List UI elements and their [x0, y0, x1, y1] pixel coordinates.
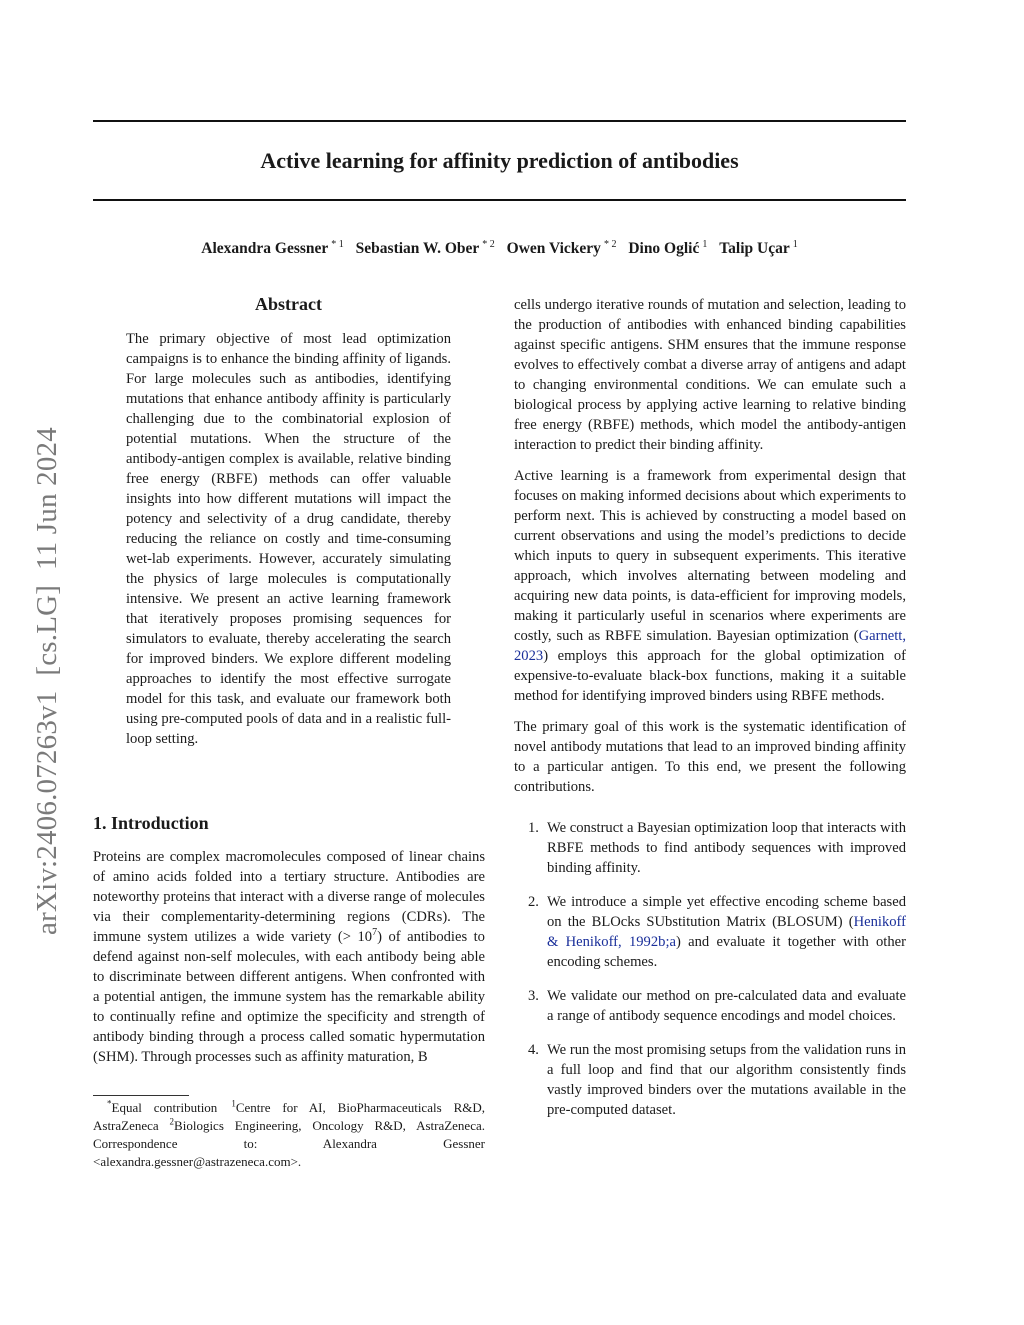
abstract-heading: Abstract: [255, 294, 322, 314]
paper-title: Active learning for affinity prediction of antibodies: [260, 148, 739, 173]
body-paragraph: cells undergo iterative rounds of mutation and selection, leading to the production of antibodies with enhanced binding capabilities against specific antigens. SHM ensures that the immune response evolves to effectively combat a diverse array of antigens and adapt to changing environmental conditions. We can emulate such a biological process by applying active learning to relative binding free energy (RBFE) methods, which model the antibody-antigen interaction to predict their binding affinity.: [514, 297, 906, 453]
right-column: [514, 295, 906, 1134]
author: Sebastian W. Ober $^{* 2}$: [355, 239, 495, 257]
body-paragraph: The primary goal of this work is the systematic identification of novel antibody mutations that lead to an improved binding affinity to a particular antigen. To this end, we present the following contributions.: [514, 719, 906, 795]
citation-link[interactable]: Garnett, 2023: [514, 628, 906, 664]
author: Talip Uçar $^1$: [719, 239, 798, 257]
author: Owen Vickery $^{* 2}$: [506, 239, 617, 257]
list-item: 3. We validate our method on pre-calculated data and evaluate a range of antibody sequence encodings and model choices.: [528, 988, 906, 1024]
author-list: [93, 234, 906, 260]
list-item: 1. We construct a Bayesian optimization loop that interacts with RBFE methods to find antibody sequences with improved binding affinity.: [528, 820, 906, 876]
body-paragraph: Active learning is a framework from experimental design that focuses on making informed decisions about which experiments to perform next. This is achieved by constructing a model based on current observations and using the model’s predictions to decide which inputs to query in subsequent experiments. This iterative approach, which involves alternating between modeling and acquiring new data points, is data-efficient for improving models, making it particularly useful in scenarios where experiments are costly, such as RBFE simulation. Bayesian optimization (Garnett, 2023) employs this approach for the global optimization of expensive-to-evaluate black-box functions, making it a suitable method for identifying improved binders using RBFE methods.: [514, 468, 906, 704]
footnote: *Equal contribution $^1$Centre for AI, BioPharmaceuticals R&D, AstraZeneca $^2$Biologics Engineering, Oncology R&D, AstraZeneca. Correspondence to: Alexandra Gessner <alexandra.gessner@astrazeneca.com>.: [93, 1098, 485, 1169]
title-top-rule: [93, 120, 906, 122]
title-bottom-rule: [93, 199, 906, 201]
footnote-divider: [93, 1095, 189, 1096]
author: Dino Oglić $^1$: [628, 239, 708, 257]
section-heading-introduction: 1. Introduction: [93, 813, 209, 833]
author: Alexandra Gessner $^{* 1}$: [201, 239, 344, 257]
intro-paragraph: Proteins are complex macromolecules composed of linear chains of amino acids folded into a tertiary structure. Antibodies are noteworthy proteins that interact with a diverse range of molecules via their complementarity-determining regions (CDRs). The immune system utilizes a wide variety (> $10^7$) of antibodies to defend against non-self molecules, with each antibody being able to discriminate between different antigens. When confronted with a potential antigen, the immune system has the remarkable ability to continually refine and optimize the specificity and strength of antibody binding through a process called somatic hypermutation (SHM). Through processes such as affinity maturation, B: [93, 849, 485, 1065]
list-item: 2. We introduce a simple yet effective encoding scheme based on the BLOcks SUbstitution Matrix (BLOSUM) (Henikoff & Henikoff, 1992b;a) and evaluate it together with other encoding schemes.: [528, 894, 906, 970]
contributions-list: [514, 818, 906, 1120]
abstract-text: The primary objective of most lead optimization campaigns is to enhance the binding affinity of ligands. For large molecules such as antibodies, identifying mutations that enhance antibody affinity is particularly challenging due to the combinatorial explosion of potential mutations. When the structure of the antibody-antigen complex is available, relative binding free energy (RBFE) methods can offer valuable insights into how different mutations will impact the potency and selectivity of a drug candidate, thereby reducing the reliance on costly and time-consuming wet-lab experiments. However, accurately simulating the physics of large molecules is computationally intensive. We present an active learning framework that iteratively proposes promising sequences for simulators to evaluate, thereby accelerating the search for improved binders. We explore different modeling approaches to identify the most effective surrogate model for this task, and evaluate our framework both using pre-computed pools of data and in a realistic full-loop setting.: [126, 331, 451, 747]
citation-link[interactable]: Henikoff & Henikoff, 1992b;a: [547, 914, 906, 950]
list-item: 4. We run the most promising setups from the validation runs in a full loop and find that our algorithm consistently finds vastly improved binders over the mutations available in the pre-computed dataset.: [528, 1042, 906, 1118]
arxiv-identifier: arXiv:2406.07263v1 [cs.LG] 11 Jun 2024: [31, 427, 63, 935]
